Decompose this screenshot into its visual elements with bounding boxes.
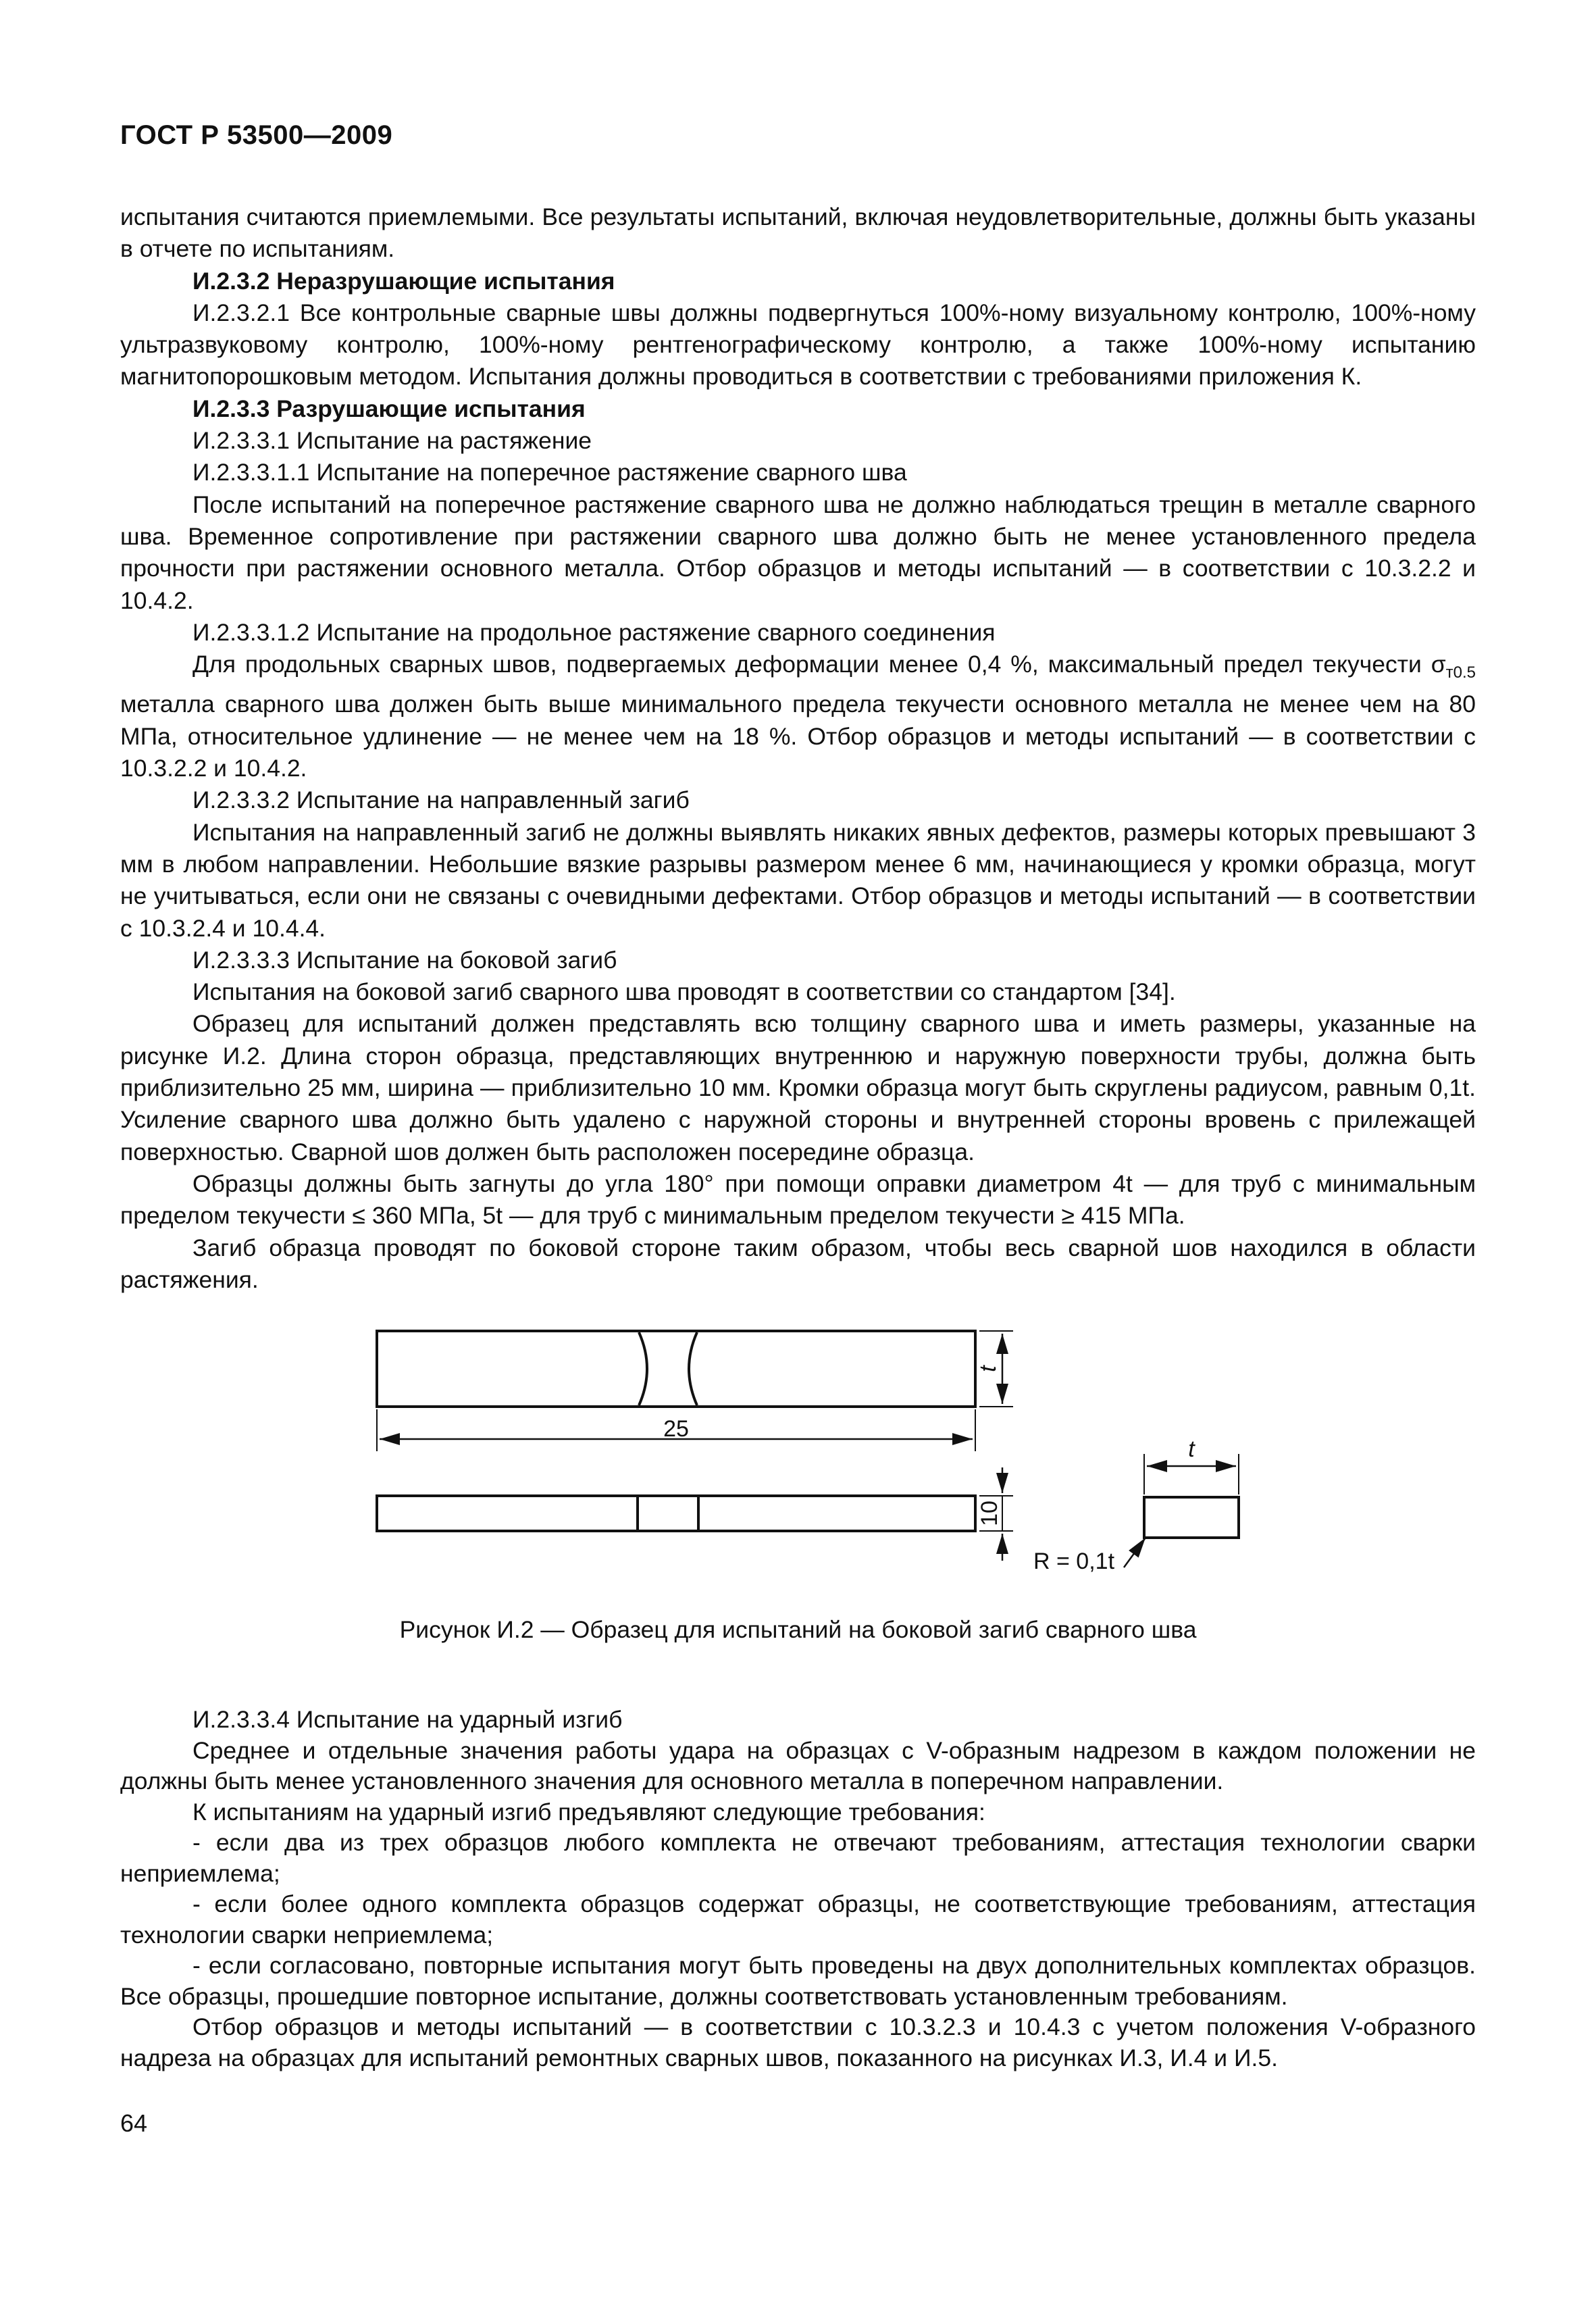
- specimen-top-view: [377, 1331, 975, 1407]
- list-item: - если согласовано, повторные испытания могут быть проведены на двух дополнительных комплектах образцов. Все образцы, прошедшие повторное испытание, должны соответствовать установленным требованиям.: [120, 1952, 1476, 2010]
- page-number: 64: [120, 2109, 148, 2137]
- radius-leader: [1124, 1538, 1145, 1567]
- label-10: 10: [977, 1501, 1002, 1526]
- specimen-side-view: [377, 1496, 975, 1531]
- section-heading: И.2.3.3 Разрушающие испытания: [192, 395, 586, 422]
- specimen-diagram: [361, 1311, 1259, 1608]
- label-25: 25: [663, 1416, 689, 1442]
- paragraph: [120, 649, 1476, 784]
- label-radius: R = 0,1t: [1033, 1549, 1115, 1574]
- subsection-title: И.2.3.3.2 Испытание на направленный загиб: [192, 786, 690, 814]
- subsection-title: И.2.3.3.1.2 Испытание на продольное растяжение сварного соединения: [192, 618, 996, 646]
- paragraph: Образцы должны быть загнуты до угла 180° при помощи оправки диаметром 4t — для труб с минимальным пределом текучести ≤ 360 МПа, 5t — для труб с минимальным пределом текучести ≥ 415 МПа.: [120, 1169, 1476, 1230]
- body-text-upper: [120, 201, 1476, 1296]
- paragraph: Среднее и отдельные значения работы удара на образцах с V-образным надрезом в каждом положении не должны быть менее установленного значения для основного металла в поперечном направлении.: [120, 1736, 1476, 1794]
- paragraph-part: Для продольных сварных швов, подвергаемых деформации менее 0,4 %, максимальный предел текучести σ: [192, 651, 1446, 678]
- section-heading: И.2.3.2 Неразрушающие испытания: [192, 267, 615, 295]
- paragraph: Загиб образца проводят по боковой стороне таким образом, чтобы весь сварной шов находился в области растяжения.: [120, 1234, 1476, 1293]
- paragraph: Испытания на боковой загиб сварного шва проводят в соответствии со стандартом [34].: [192, 978, 1176, 1006]
- subsection-title: И.2.3.3.4 Испытание на ударный изгиб: [192, 1706, 623, 1733]
- list-item: - если более одного комплекта образцов содержат образцы, не соответствующие требованиям, аттестация технологии сварки неприемлема;: [120, 1890, 1476, 1948]
- paragraph: После испытаний на поперечное растяжение сварного шва не должно наблюдаться трещин в металле сварного шва. Временное сопротивление при растяжении сварного шва должно быть не менее установленного предела прочности при растяжении основного металла. Отбор образцов и методы испытаний — в соответствии с 10.3.2.2 и 10.4.2.: [120, 491, 1476, 614]
- paragraph: К испытаниям на ударный изгиб предъявляют следующие требования:: [192, 1798, 985, 1826]
- label-t-vertical: t: [975, 1365, 1001, 1372]
- paragraph: И.2.3.2.1 Все контрольные сварные швы должны подвергнуться 100%-ному визуальному контролю, 100%-ному ультразвуковому контролю, 100%-ному рентгенографическому контролю, а также 100%-ному испытанию магнитопорошковым методом. Испытания должны проводиться в соответствии с требованиями приложения К.: [120, 299, 1476, 391]
- weld-arc-left: [639, 1332, 647, 1405]
- subsection-title: И.2.3.3.1 Испытание на растяжение: [192, 427, 592, 455]
- body-text-lower: [120, 1705, 1476, 2073]
- label-t-horizontal: t: [1188, 1436, 1195, 1462]
- subsection-title: И.2.3.3.3 Испытание на боковой загиб: [192, 946, 617, 974]
- subscript: т0.5: [1445, 663, 1476, 682]
- specimen-cross-section: [1144, 1497, 1239, 1538]
- weld-arc-right: [689, 1332, 697, 1405]
- figure-caption: Рисунок И.2 — Образец для испытаний на боковой загиб сварного шва: [399, 1616, 1197, 1643]
- paragraph-part: металла сварного шва должен быть выше минимального предела текучести основного металла не менее чем на 80 МПа, относительное удлинение — не менее чем на 18 %. Отбор образцов и методы испытаний — в соответствии с 10.3.2.2 и 10.4.2.: [120, 690, 1476, 782]
- paragraph: Отбор образцов и методы испытаний — в соответствии с 10.3.2.3 и 10.4.3 с учетом положения V-образного надреза на образцах для испытаний ремонтных сварных швов, показанного на рисунках И.3, И.4 и И.5.: [120, 2013, 1476, 2071]
- figure-specimen-drawing: [361, 1311, 1259, 1608]
- subsection-title: И.2.3.3.1.1 Испытание на поперечное растяжение сварного шва: [192, 459, 907, 486]
- list-item: - если два из трех образцов любого комплекта не отвечают требованиям, аттестация технологии сварки неприемлема;: [120, 1829, 1476, 1887]
- paragraph: Испытания на направленный загиб не должны выявлять никаких явных дефектов, размеры которых превышают 3 мм в любом направлении. Небольшие вязкие разрывы размером менее 6 мм, начинающиеся у кромки образца, могут не учитываться, если они не связаны с очевидными дефектами. Отбор образцов и методы испытаний — в соответствии с 10.3.2.4 и 10.4.4.: [120, 818, 1476, 942]
- paragraph: Образец для испытаний должен представлять всю толщину сварного шва и иметь размеры, указанные на рисунке И.2. Длина сторон образца, представляющих внутреннюю и наружную поверхности трубы, должна быть приблизительно 25 мм, ширина — приблизительно 10 мм. Кромки образца могут быть скруглены радиусом, равным 0,1t. Усиление сварного шва должно быть удалено с наружной стороны и внутренней стороны вровень с прилежащей поверхностью. Сварной шов должен быть расположен посередине образца.: [120, 1010, 1476, 1165]
- paragraph: испытания считаются приемлемыми. Все результаты испытаний, включая неудовлетворительные, должны быть указаны в отчете по испытаниям.: [120, 203, 1476, 263]
- document-header: ГОСТ Р 53500—2009: [120, 120, 393, 150]
